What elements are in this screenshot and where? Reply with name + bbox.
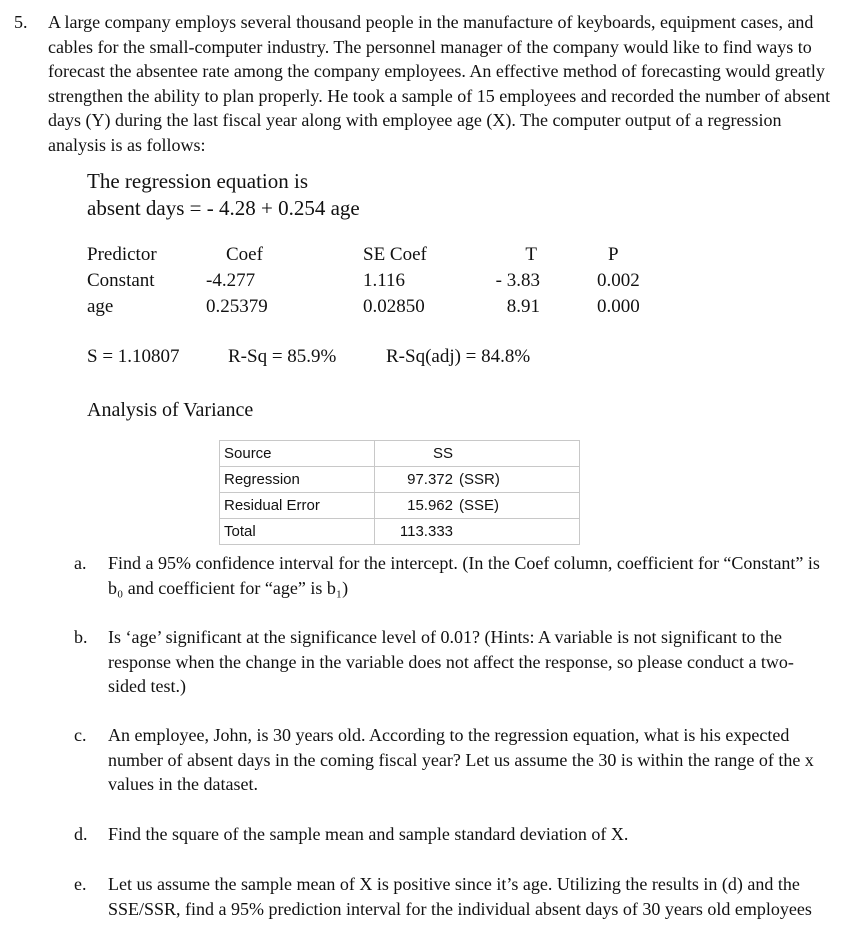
coef-row-age [0,296,852,322]
anova-header-ss: SS [432,445,453,462]
anova-source: Regression [220,467,375,493]
question-letter: c. [74,725,87,745]
question-letter: d. [74,824,88,844]
question-text: Find the square of the sample mean and sample standard deviation of X. [108,824,629,844]
anova-ss-value: 15.962 [407,497,453,514]
header-se-coef: SE Coef [363,244,427,265]
anova-ss-label: (SSE) [459,497,500,514]
anova-header-ss-cell [375,441,580,467]
cell-predictor: Constant [87,270,155,291]
anova-ss-cell [375,519,580,545]
anova-ss-value: 97.372 [407,471,453,488]
anova-source: Residual Error [220,493,375,519]
question-text: Find a 95% confidence interval for the intercept. (In the Coef column, coefficient for “Constant” is b₀ and coefficient for “age” is b₁) [108,553,820,598]
equation-title: The regression equation is [87,169,309,193]
problem-number: 5. [14,12,28,32]
header-predictor: Predictor [87,244,157,265]
coef-row-constant [0,270,852,296]
cell-predictor: age [87,296,114,317]
anova-row-residual [220,493,580,519]
cell-t: - 3.83 [495,270,540,291]
cell-se-coef: 0.02850 [363,296,425,317]
cell-t: 8.91 [506,296,540,317]
regression-equation-block [87,168,360,222]
anova-title: Analysis of Variance [87,399,254,421]
question-text: Let us assume the sample mean of X is positive since it’s age. Utilizing the results in (d) and the SSE/SSR, find a 95% prediction interval for the individual absent days of 30 years old employees [108,874,812,919]
equation: absent days = - 4.28 + 0.254 age [87,196,360,220]
cell-coef: -4.277 [206,270,256,291]
question-text: An employee, John, is 30 years old. According to the regression equation, what is his expected number of absent days in the coming fiscal year? Let us assume the 30 is within the range of the x values in the dataset. [108,725,814,794]
anova-ss-cell [375,467,580,493]
header-t: T [525,244,537,265]
question-text: Is ‘age’ significant at the significance level of 0.01? (Hints: A variable is not significant to the response when the change in the variable does not affect the response, so please conduct a two-sided test.) [108,627,794,696]
anova-table [219,440,580,545]
stat-s: S = 1.10807 [87,346,180,367]
question-letter: b. [74,627,88,647]
question-letter: a. [74,553,87,573]
coef-table-header [0,244,852,270]
cell-se-coef: 1.116 [363,270,406,291]
anova-header-source: Source [220,441,375,467]
stat-rsq: R-Sq = 85.9% [228,346,337,367]
header-p: P [608,244,619,265]
problem-text: A large company employs several thousand people in the manufacture of keyboards, equipment cases, and cables for the small-computer industry. The personnel manager of the company would like to find ways to forecast the absentee rate among the company employees. An effective method of forecasting would greatly strengthen the ability to plan properly. He took a sample of 15 employees and recorded the number of absent days (Y) during the last fiscal year along with employee age (X). The computer output of a regression analysis is as follows: [48,12,831,155]
cell-coef: 0.25379 [206,296,268,317]
anova-ss-cell [375,493,580,519]
anova-ss-label: (SSR) [459,471,500,488]
question-letter: e. [74,874,87,894]
anova-header-row [220,441,580,467]
cell-p: 0.000 [597,296,640,317]
anova-ss-value: 113.333 [399,523,453,540]
stat-rsq-adj: R-Sq(adj) = 84.8% [386,346,531,367]
cell-p: 0.002 [597,270,640,291]
anova-source: Total [220,519,375,545]
header-coef: Coef [226,244,263,265]
anova-row-total [220,519,580,545]
anova-row-regression [220,467,580,493]
